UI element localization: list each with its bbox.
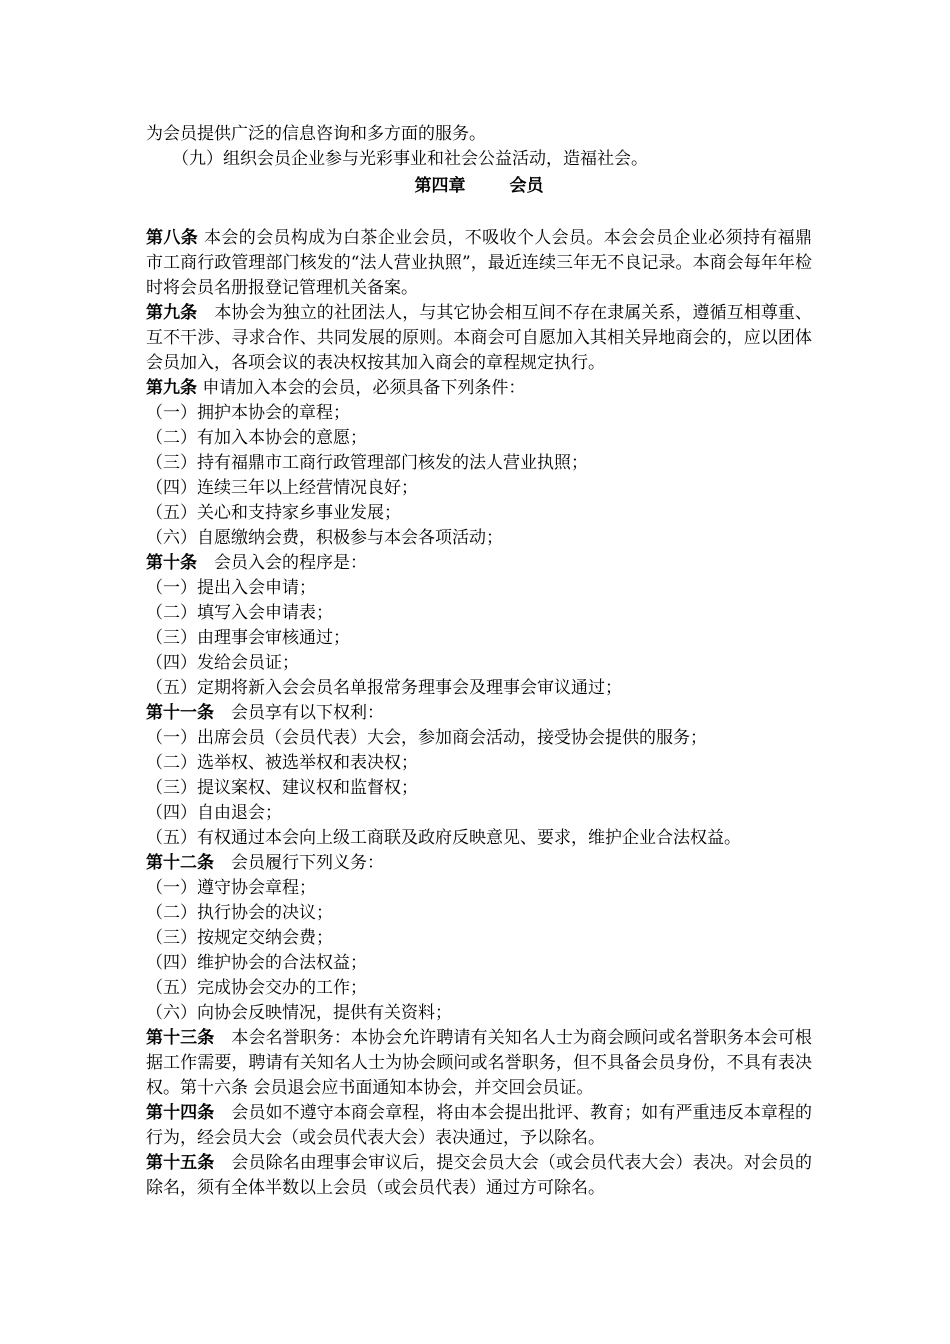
list-item: （六）向协会反映情况，提供有关资料；	[146, 1003, 452, 1023]
article-label: 第十一条	[146, 703, 214, 723]
list-item: （五）完成协会交办的工作；	[146, 978, 367, 998]
article-text: 会员享有以下权利：	[214, 703, 384, 723]
list-item: （四）连续三年以上经营情况良好；	[146, 478, 418, 498]
article-label: 第八条	[146, 228, 199, 248]
article-text: 本协会为独立的社团法人，与其它协会相互间不存在隶属关系，遵循互相尊重、互不干涉、寻求合作、共同发展的原则。本商会可自愿加入其相关异地商会的，应以团体会员加入，各项会议的表决权按其加入商会的章程规定执行。	[146, 303, 813, 373]
list-item: （二）填写入会申请表；	[146, 603, 333, 623]
list-item: （四）维护协会的合法权益；	[146, 953, 367, 973]
list-item: （二）选举权、被选举权和表决权；	[146, 753, 418, 773]
article-label: 第九条	[146, 378, 197, 398]
article-6	[146, 1026, 812, 1101]
article-text: 会员除名由理事会审议后，提交会员大会（或会员代表大会）表决。对会员的除名，须有全体半数以上会员（或会员代表）通过方可除名。	[146, 1153, 813, 1198]
article-2	[146, 376, 812, 401]
chapter-number: 第四章	[414, 176, 466, 196]
article-7	[146, 1101, 812, 1151]
article-5	[146, 851, 812, 876]
list-item: （五）有权通过本会向上级工商联及政府反映意见、要求，维护企业合法权益。	[146, 828, 741, 848]
list-item: （一）遵守协会章程；	[146, 878, 316, 898]
article-text: 会员入会的程序是：	[197, 553, 367, 573]
list-item: （一）拥护本协会的章程；	[146, 403, 350, 423]
list-item: （一）提出入会申请；	[146, 578, 316, 598]
list-item: （四）自由退会；	[146, 803, 282, 823]
list-item: （三）提议案权、建议权和监督权；	[146, 778, 418, 798]
list-item: （一）出席会员（会员代表）大会，参加商会活动，接受协会提供的服务；	[146, 728, 707, 748]
intro-line-1: 为会员提供广泛的信息咨询和多方面的服务。	[146, 124, 486, 144]
chapter-heading	[146, 174, 812, 199]
list-item: （六）自愿缴纳会费，积极参与本会各项活动；	[146, 528, 503, 548]
article-label: 第十条	[146, 553, 197, 573]
article-4	[146, 701, 812, 726]
article-label: 第十五条	[146, 1153, 215, 1173]
article-text: 本会名誉职务：本协会允许聘请有关知名人士为商会顾问或名誉职务本会可根据工作需要，聘请有关知名人士为协会顾问或名誉职务，但不具备会员身份，不具有表决权。第十六条 会员退会应书面通知本协会，并交回会员证。	[146, 1028, 813, 1098]
article-text: 本会的会员构成为白茶企业会员，不吸收个人会员。本会会员企业必须持有福鼎市工商行政管理部门核发的“法人营业执照”，最近连续三年无不良记录。本商会每年年检时将会员名册报登记管理机关备案。	[146, 228, 813, 298]
article-text: 会员如不遵守本商会章程，将由本会提出批评、教育；如有严重违反本章程的行为，经会员大会（或会员代表大会）表决通过，予以除名。	[146, 1103, 813, 1148]
list-item: （五）关心和支持家乡事业发展；	[146, 503, 401, 523]
article-label: 第十二条	[146, 853, 214, 873]
article-8	[146, 1151, 812, 1201]
list-item: （二）有加入本协会的意愿；	[146, 428, 367, 448]
article-label: 第十四条	[146, 1103, 215, 1123]
list-item: （三）按规定交纳会费；	[146, 928, 333, 948]
list-item: （二）执行协会的决议；	[146, 903, 333, 923]
article-1	[146, 301, 812, 376]
article-label: 第九条	[146, 303, 198, 323]
list-item: （四）发给会员证；	[146, 653, 299, 673]
document-page	[146, 122, 812, 1201]
article-label: 第十三条	[146, 1028, 215, 1048]
article-3	[146, 551, 812, 576]
article-text: 申请加入本会的会员，必须具备下列条件：	[197, 378, 526, 398]
intro-line-2: （九）组织会员企业参与光彩事业和社会公益活动，造福社会。	[172, 149, 648, 169]
article-0	[146, 226, 812, 301]
articles-list	[146, 226, 812, 1201]
article-text: 会员履行下列义务：	[214, 853, 384, 873]
list-item: （三）由理事会审核通过；	[146, 628, 350, 648]
chapter-title: 会员	[509, 176, 544, 196]
list-item: （五）定期将新入会会员名单报常务理事会及理事会审议通过；	[146, 678, 622, 698]
list-item: （三）持有福鼎市工商行政管理部门核发的法人营业执照；	[146, 453, 588, 473]
